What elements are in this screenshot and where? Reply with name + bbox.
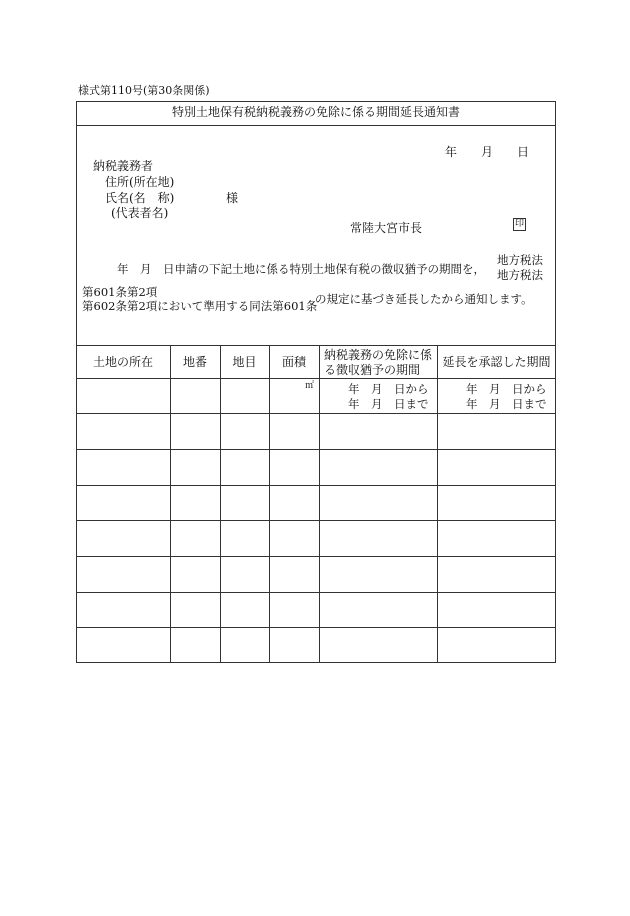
exemption-from: 年 月 日から [348,382,429,396]
col-line-4 [319,345,320,663]
header-lot-number: 地番 [182,355,207,369]
body-line-1: 年 月 日申請の下記土地に係る特別土地保有税の徴収猶予の期間を， [117,262,485,276]
extension-to: 年 月 日まで [466,397,547,411]
row-line-1 [76,413,556,414]
taxpayer-honorific: 様 [226,191,239,205]
header-extension: 延長を承認した期間 [442,355,551,369]
law-option-b-1: 地方税法 [497,268,543,282]
table-top-line [76,345,556,346]
row-line-2 [76,449,556,450]
row-line-3 [76,485,556,486]
header-exemption-line-1: 納税義務の免除に係 [324,348,433,362]
issue-date: 年 月 日 [445,145,530,159]
area-unit: ㎡ [305,381,315,391]
seal-mark: 印 [514,219,524,229]
law-option-b-2: 第602条第2項において準用する同法第601条 [82,299,318,313]
header-land-category: 地目 [232,355,257,369]
header-exemption-line-2: る徴収猶予の期間 [324,363,421,377]
row-line-7 [76,627,556,628]
row-line-4 [76,520,556,521]
body-tail: の規定に基づき延長したから通知します。 [315,292,533,306]
taxpayer-heading: 納税義務者 [93,159,154,173]
form-title: 特別土地保有税納税義務の免除に係る期間延長通知書 [171,105,460,119]
taxpayer-rep-label: (代表者名) [111,206,169,220]
col-line-2 [220,345,221,663]
form-number: 様式第110号(第30条関係) [78,84,210,97]
row-line-5 [76,556,556,557]
header-area: 面積 [281,355,306,369]
issuer-name: 常陸大宮市長 [350,221,423,235]
row-line-6 [76,592,556,593]
title-divider [76,125,556,126]
header-location: 土地の所在 [92,355,153,369]
taxpayer-name-label: 氏名(名 称) [105,191,175,205]
taxpayer-address-label: 住所(所在地) [105,175,175,189]
exemption-to: 年 月 日まで [348,397,429,411]
extension-from: 年 月 日から [466,382,547,396]
col-line-1 [170,345,171,663]
col-line-3 [269,345,270,663]
header-bottom-line [76,378,556,379]
law-option-a-2: 第601条第2項 [82,285,158,299]
col-line-5 [437,345,438,663]
law-option-a-1: 地方税法 [497,253,543,267]
